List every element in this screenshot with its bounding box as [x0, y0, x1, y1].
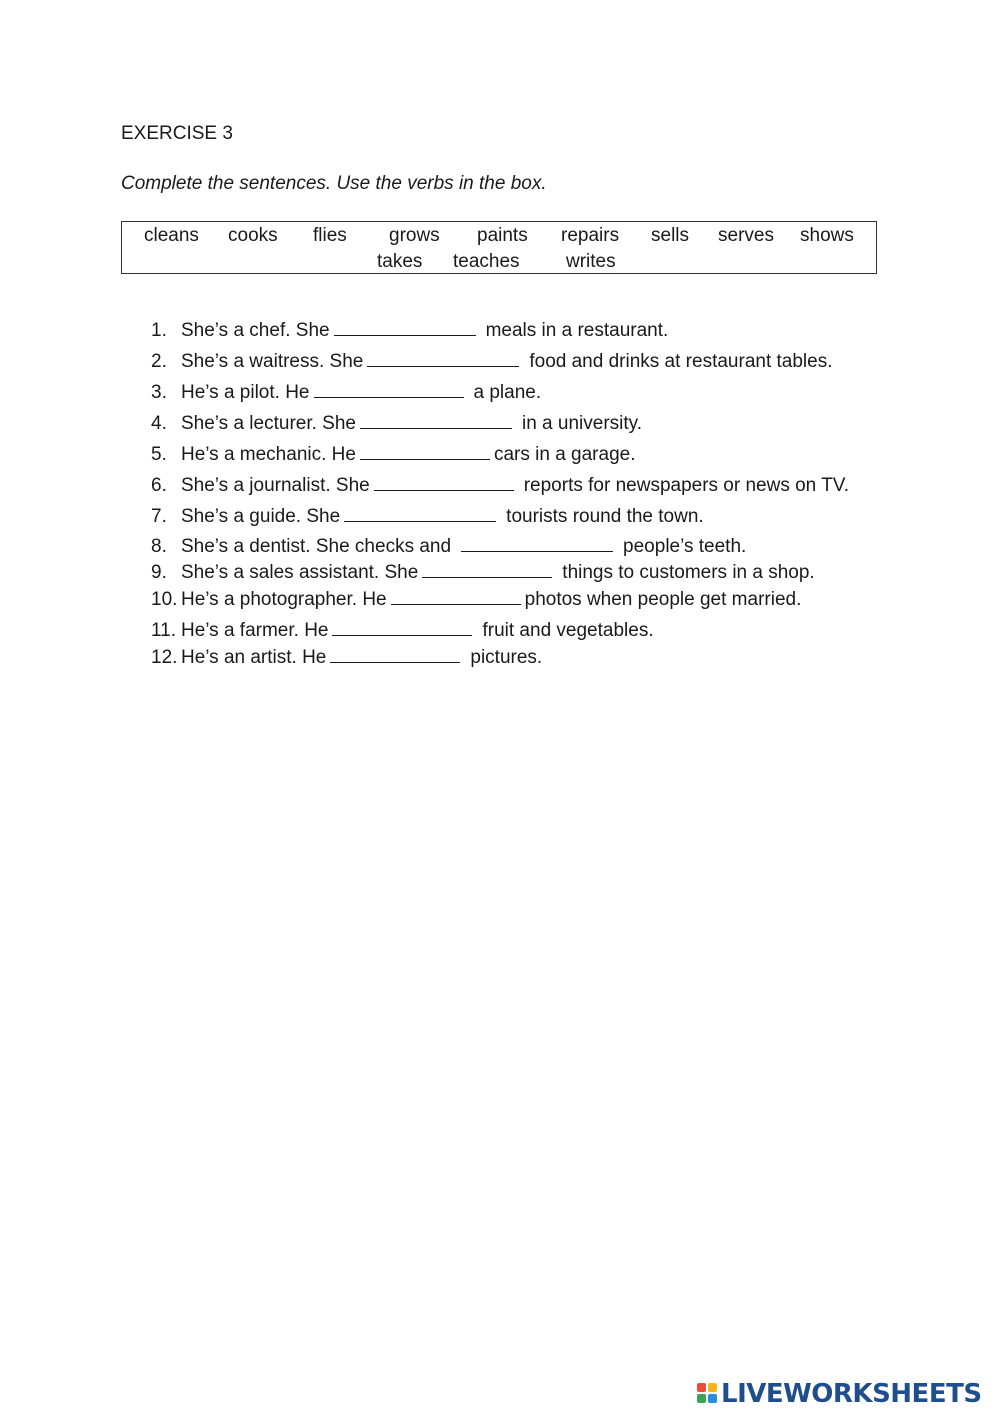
- sentence-text: [181, 620, 654, 642]
- verb-item: cleans: [144, 225, 199, 246]
- logo-mark-icon: [697, 1381, 719, 1407]
- sentence-text: [181, 320, 668, 342]
- sentence-before: She’s a dentist. She checks and: [181, 536, 452, 557]
- logo-tile: [708, 1394, 717, 1403]
- sentence-before: He’s a mechanic. He: [181, 444, 356, 465]
- verb-item: writes: [566, 251, 616, 272]
- answer-blank[interactable]: [422, 562, 552, 578]
- sentence-text: [181, 413, 642, 435]
- sentence-before: He’s a pilot. He: [181, 382, 310, 403]
- sentence-after: food and drinks at restaurant tables.: [529, 351, 833, 372]
- verb-item: paints: [477, 225, 528, 246]
- logo-tile: [708, 1383, 717, 1392]
- answer-blank[interactable]: [334, 320, 476, 336]
- verb-item: serves: [718, 225, 774, 246]
- answer-blank[interactable]: [367, 351, 519, 367]
- sentence-before: She’s a lecturer. She: [181, 413, 356, 434]
- sentence-text: [181, 475, 849, 497]
- sentence-after: reports for newspapers or news on TV.: [523, 475, 850, 496]
- item-number: 6.: [151, 475, 167, 496]
- logo-tile: [697, 1383, 706, 1392]
- logo-tile: [697, 1394, 706, 1403]
- sentence-text: [181, 351, 833, 373]
- sentence-before: He’s an artist. He: [181, 647, 327, 668]
- exercise-title: EXERCISE 3: [121, 123, 233, 144]
- sentence-before: She’s a guide. She: [181, 506, 341, 527]
- sentence-text: [181, 589, 801, 611]
- sentence-before: She’s a sales assistant. She: [181, 562, 419, 583]
- item-number: 10.: [151, 589, 178, 610]
- sentence-before: She’s a journalist. She: [181, 475, 370, 496]
- sentence-text: [181, 382, 541, 404]
- verb-box: [121, 221, 877, 274]
- verb-item: repairs: [561, 225, 620, 246]
- item-number: 2.: [151, 351, 167, 372]
- logo-text: LIVEWORKSHEETS: [721, 1379, 982, 1409]
- sentence-after: tourists round the town.: [506, 506, 704, 527]
- answer-blank[interactable]: [461, 536, 613, 552]
- sentence-after: things to customers in a shop.: [562, 562, 815, 583]
- sentence-before: He’s a farmer. He: [181, 620, 329, 641]
- item-number: 7.: [151, 506, 167, 527]
- item-number: 1.: [151, 320, 167, 341]
- item-number: 12.: [151, 647, 178, 668]
- sentence-text: [181, 536, 746, 558]
- sentence-after: cars in a garage.: [493, 444, 636, 465]
- sentence-before: He’s a photographer. He: [181, 589, 387, 610]
- sentence-text: [181, 647, 542, 669]
- item-number: 9.: [151, 562, 167, 583]
- answer-blank[interactable]: [330, 647, 460, 663]
- sentence-after: fruit and vegetables.: [482, 620, 654, 641]
- sentence-after: photos when people get married.: [524, 589, 802, 610]
- verb-item: cooks: [228, 225, 278, 246]
- answer-blank[interactable]: [391, 589, 521, 605]
- answer-blank[interactable]: [314, 382, 464, 398]
- verb-item: grows: [389, 225, 440, 246]
- verb-item: sells: [651, 225, 690, 246]
- item-number: 3.: [151, 382, 167, 403]
- instructions: Complete the sentences. Use the verbs in the box.: [121, 173, 547, 194]
- sentence-after: meals in a restaurant.: [485, 320, 669, 341]
- item-number: 4.: [151, 413, 167, 434]
- sentence-text: [181, 506, 704, 528]
- answer-blank[interactable]: [360, 413, 512, 429]
- answer-blank[interactable]: [374, 475, 514, 491]
- verb-item: flies: [313, 225, 347, 246]
- answer-blank[interactable]: [344, 506, 496, 522]
- sentence-text: [181, 562, 815, 584]
- sentence-after: in a university.: [521, 413, 643, 434]
- sentence-before: She’s a waitress. She: [181, 351, 364, 372]
- verb-item: takes: [377, 251, 423, 272]
- answer-blank[interactable]: [332, 620, 472, 636]
- liveworksheets-logo: [697, 1378, 982, 1410]
- answer-blank[interactable]: [360, 444, 490, 460]
- sentence-after: people’s teeth.: [623, 536, 747, 557]
- verb-item: shows: [800, 225, 854, 246]
- sentence-after: pictures.: [470, 647, 543, 668]
- item-number: 8.: [151, 536, 167, 557]
- sentence-text: [181, 444, 635, 466]
- sentence-before: She’s a chef. She: [181, 320, 330, 341]
- verb-item: teaches: [453, 251, 520, 272]
- sentence-after: a plane.: [473, 382, 542, 403]
- item-number: 5.: [151, 444, 167, 465]
- item-number: 11.: [151, 620, 177, 641]
